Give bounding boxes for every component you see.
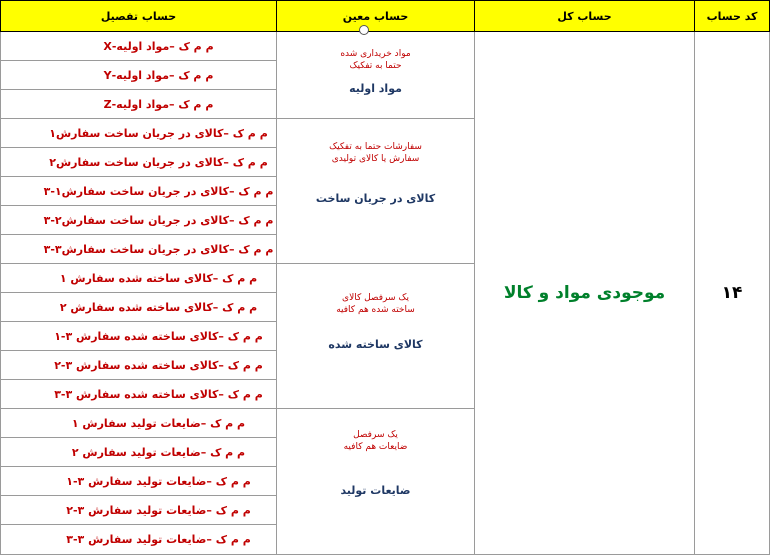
detail-label: م م ک –کالای ساخته شده سفارش ۳-۲	[54, 358, 263, 372]
header-general-label: حساب کل	[557, 9, 612, 23]
subsidiary-production-waste[interactable]	[277, 409, 475, 555]
detail-label: م م ک –ضایعات تولید سفارش ۳-۱	[66, 474, 251, 488]
detail-label: م م ک –کالای در جریان ساخت سفارش۲	[49, 155, 268, 169]
detail-row[interactable]	[0, 293, 277, 322]
group-note: یک سرفصل ضایعات هم کافیه	[343, 430, 408, 452]
header-detail[interactable]	[0, 0, 277, 32]
detail-label: م م ک –ضایعات تولید سفارش ۳-۳	[66, 533, 251, 546]
detail-row[interactable]	[0, 380, 277, 409]
detail-label: م م ک –کالای ساخته شده سفارش ۳-۱	[54, 329, 263, 343]
detail-label: م م ک –کالای در جریان ساخت سفارش۲-۳	[43, 213, 274, 227]
detail-row[interactable]	[0, 206, 277, 235]
account-code-cell[interactable]	[695, 32, 770, 555]
detail-label: م م ک –کالای در جریان ساخت سفارش۱-۳	[43, 184, 274, 198]
detail-row[interactable]	[0, 322, 277, 351]
detail-label: م م ک –کالای ساخته شده سفارش ۳-۳	[54, 387, 263, 401]
group-note: یک سرفصل کالای ساخته شده هم کافیه	[336, 293, 415, 315]
subsidiary-raw-materials[interactable]	[277, 32, 475, 119]
header-subsidiary-label: حساب معین	[342, 9, 409, 23]
detail-row[interactable]	[0, 177, 277, 206]
detail-label: م م ک –مواد اولیه-Z	[103, 97, 214, 111]
group-note: مواد خریداری شده حتما به تفکیک	[340, 49, 411, 71]
detail-label: م م ک –کالای ساخته شده سفارش ۱	[59, 271, 258, 285]
group-name: کالای در جریان ساخت	[315, 192, 436, 205]
detail-row[interactable]	[0, 148, 277, 177]
detail-label: م م ک –کالای در جریان ساخت سفارش۱	[49, 126, 268, 140]
group-name: مواد اولیه	[349, 82, 402, 95]
detail-label: م م ک –کالای در جریان ساخت سفارش۳-۳	[43, 242, 274, 256]
detail-row[interactable]	[0, 90, 277, 119]
detail-label: م م ک –ضایعات تولید سفارش ۳-۲	[66, 503, 251, 517]
detail-row[interactable]	[0, 351, 277, 380]
detail-label: م م ک –ضایعات تولید سفارش ۱	[71, 416, 246, 430]
header-detail-label: حساب تفصیل	[100, 9, 177, 23]
general-account-cell[interactable]	[475, 32, 695, 555]
detail-label: م م ک –مواد اولیه-X	[103, 39, 214, 53]
header-subsidiary[interactable]	[277, 0, 475, 32]
header-code[interactable]	[695, 0, 770, 32]
subsidiary-work-in-progress[interactable]	[277, 119, 475, 264]
detail-label: م م ک –مواد اولیه-Y	[103, 68, 214, 82]
group-note: سفارشات حتما به تفکیک سفارش یا کالای تولیدی	[329, 142, 422, 164]
group-name: کالای ساخته شده	[328, 338, 423, 351]
detail-row[interactable]	[0, 525, 277, 555]
general-account-name: موجودی مواد و کالا	[503, 283, 666, 303]
detail-row[interactable]	[0, 119, 277, 148]
subsidiary-finished-goods[interactable]	[277, 264, 475, 409]
detail-row[interactable]	[0, 467, 277, 496]
detail-row[interactable]	[0, 32, 277, 61]
group-name: ضایعات تولید	[340, 484, 411, 497]
detail-row[interactable]	[0, 438, 277, 467]
header-code-label: کد حساب	[706, 9, 758, 23]
header-general[interactable]	[475, 0, 695, 32]
detail-label: م م ک –ضایعات تولید سفارش ۲	[71, 445, 246, 459]
account-code-value: ۱۴	[721, 283, 743, 303]
detail-row[interactable]	[0, 496, 277, 525]
detail-row[interactable]	[0, 264, 277, 293]
detail-label: م م ک –کالای ساخته شده سفارش ۲	[59, 300, 258, 314]
detail-row[interactable]	[0, 409, 277, 438]
detail-row[interactable]	[0, 61, 277, 90]
detail-row[interactable]	[0, 235, 277, 264]
